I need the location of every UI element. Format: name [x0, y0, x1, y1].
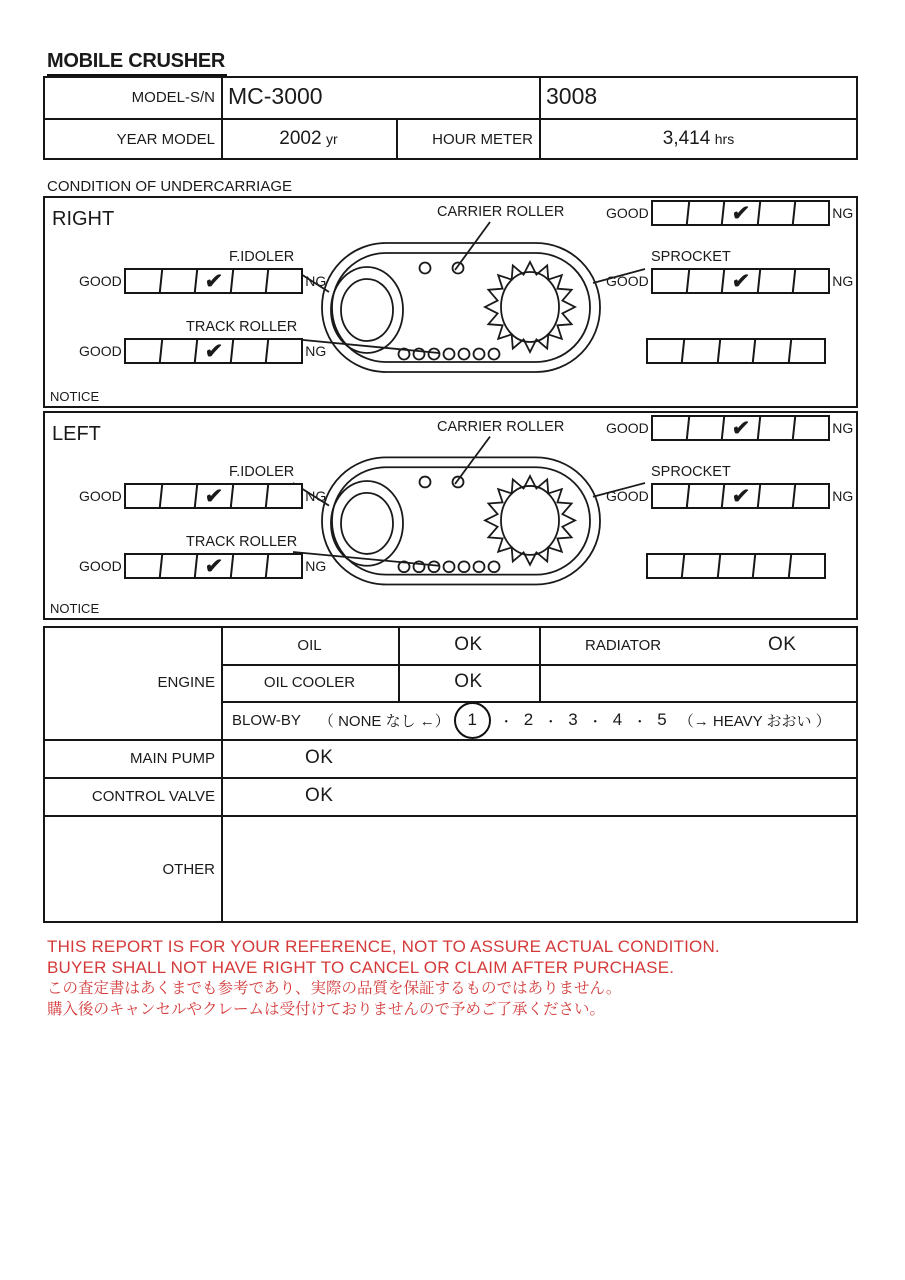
- disclaimer-block: [47, 936, 720, 1020]
- good-label: GOOD: [79, 343, 122, 359]
- track-roller-6: [474, 561, 485, 572]
- blow-by-dot: ・: [633, 713, 647, 729]
- rating-cell: [682, 340, 720, 362]
- ng-label: NG: [832, 205, 854, 221]
- other-row-divider: [43, 815, 858, 817]
- sprocket-hub: [501, 486, 559, 555]
- condition-label-col-divider: [221, 626, 223, 923]
- rating-cell: [718, 340, 756, 362]
- rating-cell: [753, 340, 791, 362]
- sprocket-label: SPROCKET: [651, 464, 731, 480]
- blow-by-option-5: 5: [657, 710, 667, 729]
- good-label: GOOD: [606, 205, 649, 221]
- carrier-roller-2: [453, 263, 464, 274]
- rating-cell: [758, 485, 796, 507]
- rating-cell: [231, 555, 269, 577]
- hour-number: 3,414: [662, 128, 711, 149]
- ng-label: NG: [832, 420, 854, 436]
- front-idler-label: F.IDOLER: [229, 249, 295, 265]
- rating-cell: [687, 202, 725, 224]
- undercarriage-heading: CONDITION OF UNDERCARRIAGE: [47, 178, 293, 195]
- blow-by-selected-circle: 1: [454, 702, 491, 739]
- track-diagram: [45, 198, 856, 406]
- hour-unit: hrs: [714, 131, 735, 147]
- undercarriage-section-right: [43, 196, 858, 408]
- radiator-status: OK: [768, 634, 797, 655]
- track-roller-4: [444, 561, 455, 572]
- good-label: GOOD: [79, 488, 122, 504]
- disclaimer-line-3: この査定書はあくまでも参考であり、実際の品質を保証するものではありません。: [47, 980, 622, 997]
- rating-row-spare: [646, 338, 826, 364]
- rating-cell: [267, 340, 303, 362]
- rating-cell: [160, 485, 198, 507]
- rating-cell: [160, 340, 198, 362]
- blow-by-label: BLOW-BY: [232, 711, 301, 729]
- rating-scale-empty: [646, 553, 826, 579]
- sprocket-label: SPROCKET: [651, 249, 731, 265]
- blow-by-option-3: 3: [568, 710, 578, 729]
- track-roller-7: [489, 349, 500, 360]
- other-value: [232, 825, 847, 915]
- rating-cell: [652, 270, 690, 292]
- rating-cell: [125, 270, 163, 292]
- rating-scale: [651, 200, 831, 226]
- rating-cell: [682, 555, 720, 577]
- model-value: MC-3000: [228, 83, 323, 109]
- track-roller-3: [429, 349, 440, 360]
- rating-cell: [125, 485, 163, 507]
- rating-cell: [687, 417, 725, 439]
- blow-by-dot: ・: [544, 713, 558, 729]
- rating-cell: [718, 555, 756, 577]
- model-sn-label: MODEL-S/N: [131, 89, 215, 106]
- rating-cell: [231, 340, 269, 362]
- rating-row-carrier-roller: [606, 415, 853, 441]
- blow-by-suffix: （→ HEAVY おおい ）: [678, 712, 831, 730]
- rating-cell-checked: ✔: [723, 417, 761, 439]
- rating-row-track-roller: [79, 338, 326, 364]
- front-idler-inner: [341, 493, 393, 554]
- rating-cell: [267, 270, 303, 292]
- rating-cell: [758, 417, 796, 439]
- track-roller-label: TRACK ROLLER: [186, 319, 298, 335]
- main-pump-label: MAIN PUMP: [129, 750, 215, 767]
- rating-cell: [231, 270, 269, 292]
- rating-row-sprocket: [606, 268, 853, 294]
- oil-cooler-status: OK: [454, 671, 483, 692]
- control-valve-row-divider: [43, 777, 858, 779]
- rating-row-carrier-roller: [606, 200, 853, 226]
- main-pump-status: OK: [305, 747, 334, 768]
- rating-cell: [652, 485, 690, 507]
- rating-cell: [125, 555, 163, 577]
- rating-cell: [687, 485, 725, 507]
- track-roller-4: [444, 349, 455, 360]
- rating-cell: [789, 555, 825, 577]
- blow-by-row: [232, 701, 831, 739]
- ng-label: NG: [832, 273, 854, 289]
- rating-row-spare: [646, 553, 826, 579]
- track-roller-7: [489, 561, 500, 572]
- other-label: OTHER: [162, 861, 215, 878]
- rating-cell: [160, 270, 198, 292]
- year-unit: yr: [326, 131, 338, 147]
- track-diagram: [45, 413, 856, 618]
- rating-cell: [125, 340, 163, 362]
- rating-cell: [687, 270, 725, 292]
- year-model-label: YEAR MODEL: [116, 131, 215, 148]
- rating-cell: [231, 485, 269, 507]
- year-number: 2002: [279, 128, 322, 149]
- hour-meter-label: HOUR METER: [432, 131, 533, 148]
- ng-label: NG: [305, 343, 327, 359]
- good-label: GOOD: [79, 558, 122, 574]
- rating-cell-checked: ✔: [196, 485, 234, 507]
- rating-cell: [794, 202, 830, 224]
- rating-cell: [789, 340, 825, 362]
- ng-label: NG: [305, 273, 327, 289]
- notice-label: NOTICE: [50, 601, 100, 616]
- rating-cell: [647, 555, 685, 577]
- serial-value: 3008: [546, 83, 598, 109]
- undercarriage-section-left: [43, 411, 858, 620]
- rating-cell: [794, 417, 830, 439]
- year-value: [221, 128, 396, 150]
- rating-cell: [758, 202, 796, 224]
- good-label: GOOD: [79, 273, 122, 289]
- front-idler-label: F.IDOLER: [229, 464, 295, 480]
- ng-label: NG: [305, 488, 327, 504]
- rating-cell-checked: ✔: [723, 485, 761, 507]
- rating-cell: [758, 270, 796, 292]
- control-valve-label: CONTROL VALVE: [91, 788, 215, 805]
- good-label: GOOD: [606, 273, 649, 289]
- control-valve-status: OK: [305, 785, 334, 806]
- engine-label: ENGINE: [157, 674, 215, 691]
- blow-by-option-2: 2: [523, 710, 534, 729]
- rating-cell: [794, 485, 830, 507]
- sprocket-teeth: [485, 262, 575, 352]
- rating-scale: [651, 268, 831, 294]
- disclaimer-line-1: THIS REPORT IS FOR YOUR REFERENCE, NOT TO ASSURE ACTUAL CONDITION.: [47, 937, 720, 956]
- sprocket-hub: [501, 272, 559, 342]
- rating-scale: [124, 338, 304, 364]
- rating-row-sprocket: [606, 483, 853, 509]
- header-row-divider: [43, 118, 858, 120]
- rating-cell: [794, 270, 830, 292]
- track-roller-label: TRACK ROLLER: [186, 534, 298, 550]
- carrier-roller-leader-line: [455, 222, 490, 270]
- page-title: MOBILE CRUSHER: [47, 50, 227, 76]
- rating-cell: [160, 555, 198, 577]
- track-roller-6: [474, 349, 485, 360]
- section-side-label: RIGHT: [52, 208, 115, 230]
- blow-by-prefix: （ NONE なし ←）: [318, 712, 450, 730]
- rating-row-track-roller: [79, 553, 326, 579]
- rating-cell-checked: ✔: [196, 555, 234, 577]
- rating-scale-empty: [646, 338, 826, 364]
- carrier-roller-1: [420, 263, 431, 274]
- rating-cell: [267, 555, 303, 577]
- ng-label: NG: [305, 558, 327, 574]
- rating-scale: [651, 483, 831, 509]
- rating-cell: [647, 340, 685, 362]
- rating-cell: [652, 417, 690, 439]
- radiator-label: RADIATOR: [585, 637, 662, 654]
- disclaimer-line-4: 購入後のキャンセルやクレームは受付けておりませんので予めご了承ください。: [47, 1001, 606, 1018]
- rating-scale: [651, 415, 831, 441]
- oil-status: OK: [454, 634, 483, 655]
- section-side-label: LEFT: [52, 423, 101, 445]
- rating-row-front-idler: [79, 268, 326, 294]
- rating-cell-checked: ✔: [196, 270, 234, 292]
- carrier-roller-1: [420, 477, 431, 488]
- blow-by-dot: ・: [499, 713, 513, 729]
- carrier-roller-label: CARRIER ROLLER: [437, 419, 565, 435]
- blow-by-dot: ・: [588, 713, 602, 729]
- rating-scale: [124, 553, 304, 579]
- good-label: GOOD: [606, 420, 649, 436]
- rating-cell-checked: ✔: [196, 340, 234, 362]
- notice-label: NOTICE: [50, 389, 100, 404]
- track-roller-5: [459, 561, 470, 572]
- rating-cell: [267, 485, 303, 507]
- rating-scale: [124, 268, 304, 294]
- carrier-roller-label: CARRIER ROLLER: [437, 204, 565, 220]
- carrier-roller-leader-line: [455, 437, 490, 484]
- disclaimer-line-2: BUYER SHALL NOT HAVE RIGHT TO CANCEL OR CLAIM AFTER PURCHASE.: [47, 958, 675, 977]
- oil-cooler-label: OIL COOLER: [263, 674, 356, 691]
- rating-scale: [124, 483, 304, 509]
- hour-value: [539, 128, 858, 150]
- engine-row-divider-1: [221, 664, 858, 666]
- track-roller-3: [429, 561, 440, 572]
- rating-row-front-idler: [79, 483, 326, 509]
- rating-cell-checked: ✔: [723, 202, 761, 224]
- good-label: GOOD: [606, 488, 649, 504]
- oil-label: OIL: [297, 637, 322, 654]
- rating-cell: [753, 555, 791, 577]
- front-idler-inner: [341, 279, 393, 341]
- main-pump-row-divider: [43, 739, 858, 741]
- rating-cell-checked: ✔: [723, 270, 761, 292]
- sprocket-teeth: [485, 476, 575, 565]
- track-roller-5: [459, 349, 470, 360]
- rating-cell: [652, 202, 690, 224]
- carrier-roller-2: [453, 477, 464, 488]
- ng-label: NG: [832, 488, 854, 504]
- blow-by-option-4: 4: [612, 710, 623, 729]
